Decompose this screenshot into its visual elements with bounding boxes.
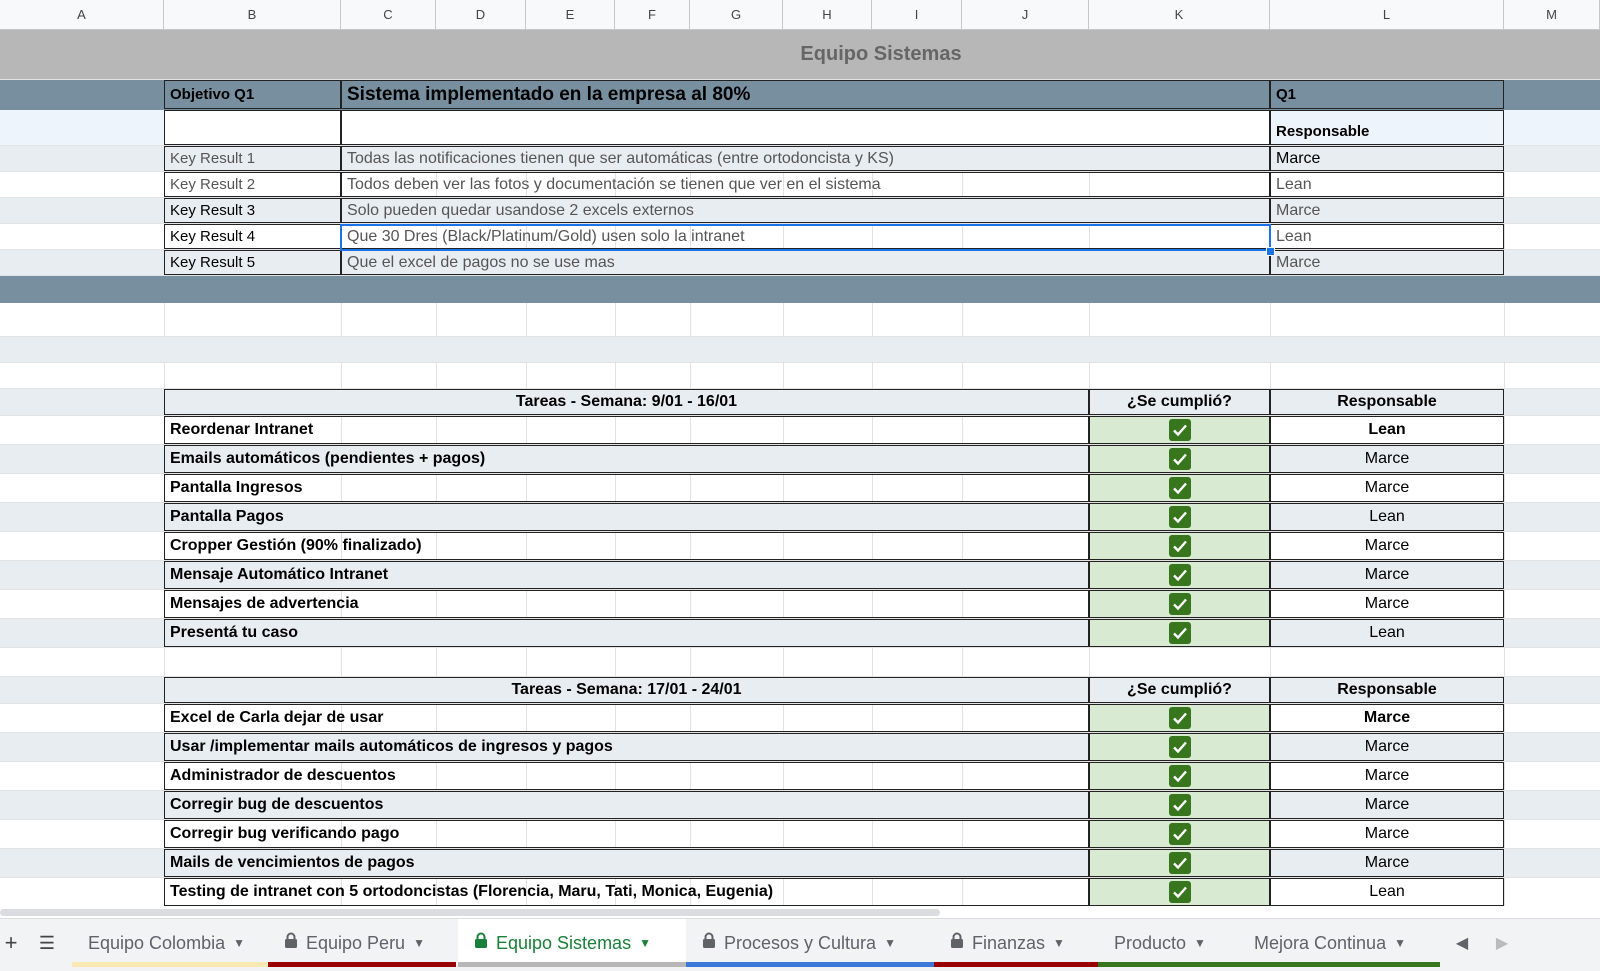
task-row (0, 561, 1600, 590)
checkbox-checked-icon[interactable] (1169, 736, 1191, 758)
sheet-tab-label: Equipo Sistemas (496, 932, 632, 953)
task-owner[interactable]: Marce (1270, 762, 1504, 790)
key-result-label[interactable]: Key Result 5 (164, 250, 341, 275)
key-result-label[interactable]: Key Result 3 (164, 198, 341, 223)
caret-down-icon[interactable]: ▼ (639, 936, 651, 950)
task-owner[interactable]: Marce (1270, 733, 1504, 761)
key-result-text[interactable]: Solo pueden quedar usandose 2 excels externos (341, 198, 1270, 223)
key-result-owner[interactable]: Marce (1270, 198, 1504, 223)
task-name[interactable]: Mails de vencimientos de pagos (164, 849, 1089, 877)
task-row (0, 849, 1600, 878)
sheet-tab-color (686, 962, 934, 967)
caret-down-icon[interactable]: ▼ (884, 936, 896, 950)
column-header-c[interactable]: C (341, 0, 436, 29)
sheet-tab-label: Producto (1114, 932, 1187, 953)
sheet-tab-color (458, 962, 686, 967)
task-row (0, 532, 1600, 561)
column-header-f[interactable]: F (615, 0, 690, 29)
empty-row (0, 337, 1600, 363)
column-header-h[interactable]: H (783, 0, 872, 29)
add-sheet-icon[interactable]: + (4, 930, 18, 955)
task-done-cell[interactable] (1089, 733, 1270, 761)
task-name[interactable]: Mensaje Automático Intranet (164, 561, 1089, 589)
task-done-cell[interactable] (1089, 791, 1270, 819)
sheet-tab-color (268, 962, 456, 967)
task-done-cell[interactable] (1089, 532, 1270, 560)
objective-row (0, 80, 1600, 110)
title-row (0, 30, 1600, 80)
task-name[interactable]: Presentá tu caso (164, 619, 1089, 647)
empty-row (0, 363, 1600, 389)
sheet-tab-label: Finanzas (972, 932, 1046, 953)
task-done-cell[interactable] (1089, 503, 1270, 531)
key-result-text[interactable]: Todas las notificaciones tienen que ser automáticas (entre ortodoncista y KS) (341, 146, 1270, 171)
sheet-tab-equipo-colombia[interactable] (72, 919, 268, 967)
task-header-row (0, 677, 1600, 704)
lock-icon (702, 932, 716, 954)
task-done-cell[interactable] (1089, 561, 1270, 589)
task-week-header[interactable]: Tareas - Semana: 17/01 - 24/01 (164, 677, 1089, 703)
key-result-row (0, 146, 1600, 172)
kr-responsible-header[interactable]: Responsable (1270, 110, 1504, 145)
sheet-tab-label: Equipo Colombia (88, 932, 226, 953)
task-name[interactable]: Corregir bug verificando pago (164, 820, 1089, 848)
caret-down-icon[interactable]: ▼ (413, 936, 425, 950)
task-owner[interactable]: Lean (1270, 503, 1504, 531)
column-header-i[interactable]: I (872, 0, 962, 29)
sheet-tab-procesos-y-cultura[interactable] (686, 919, 934, 967)
lock-icon (950, 932, 964, 954)
sheet-tab-mejora-continua[interactable] (1238, 919, 1440, 967)
sheet-grid[interactable] (0, 30, 1600, 906)
task-row (0, 733, 1600, 762)
task-row (0, 791, 1600, 820)
checkbox-checked-icon[interactable] (1169, 852, 1191, 874)
checkbox-checked-icon[interactable] (1169, 593, 1191, 615)
key-result-text[interactable]: Que el excel de pagos no se use mas (341, 250, 1270, 275)
lock-icon (474, 932, 488, 954)
task-owner[interactable]: Marce (1270, 791, 1504, 819)
task-name[interactable]: Reordenar Intranet (164, 416, 1089, 444)
key-result-label[interactable]: Key Result 1 (164, 146, 341, 171)
task-owner[interactable]: Lean (1270, 878, 1504, 906)
blank-cell[interactable] (164, 110, 341, 145)
task-done-cell[interactable] (1089, 474, 1270, 502)
key-result-text[interactable]: Que 30 Dres (Black/Platinum/Gold) usen solo la intranet (341, 224, 1270, 249)
sheet-tab-bar (0, 918, 1600, 971)
sheet-tab-color (1238, 962, 1440, 967)
sheet-tab-finanzas[interactable] (934, 919, 1098, 967)
checkbox-checked-icon[interactable] (1169, 448, 1191, 470)
task-done-cell[interactable] (1089, 590, 1270, 618)
sheet-tab-label: Mejora Continua (1254, 932, 1387, 953)
key-result-text[interactable]: Todos deben ver las fotos y documentación se tienen que ver en el sistema (341, 172, 1270, 197)
task-name[interactable]: Cropper Gestión (90% finalizado) (164, 532, 1089, 560)
checkbox-checked-icon[interactable] (1169, 419, 1191, 441)
key-result-label[interactable]: Key Result 2 (164, 172, 341, 197)
band-separator (0, 276, 1600, 303)
sheet-tab-label: Procesos y Cultura (724, 932, 877, 953)
horizontal-scrollbar[interactable] (0, 906, 1600, 918)
key-result-row (0, 250, 1600, 276)
caret-down-icon[interactable]: ▼ (233, 936, 245, 950)
sheet-tab-color (72, 962, 268, 967)
task-done-cell[interactable] (1089, 416, 1270, 444)
task-owner[interactable]: Marce (1270, 532, 1504, 560)
checkbox-checked-icon[interactable] (1169, 622, 1191, 644)
checkbox-checked-icon[interactable] (1169, 765, 1191, 787)
task-row (0, 474, 1600, 503)
checkbox-checked-icon[interactable] (1169, 535, 1191, 557)
kr-header-row (0, 110, 1600, 146)
all-sheets-icon[interactable]: ☰ (38, 932, 56, 953)
task-name[interactable]: Corregir bug de descuentos (164, 791, 1089, 819)
task-name[interactable]: Usar /implementar mails automáticos de ingresos y pagos (164, 733, 1089, 761)
task-row (0, 704, 1600, 733)
task-name[interactable]: Administrador de descuentos (164, 762, 1089, 790)
responsible-header[interactable]: Responsable (1270, 389, 1504, 415)
task-done-cell[interactable] (1089, 619, 1270, 647)
scrollbar-thumb[interactable] (0, 909, 940, 916)
task-name[interactable]: Pantalla Ingresos (164, 474, 1089, 502)
task-done-cell[interactable] (1089, 849, 1270, 877)
task-row (0, 878, 1600, 906)
key-result-row (0, 198, 1600, 224)
column-header-l[interactable]: L (1270, 0, 1504, 29)
task-row (0, 619, 1600, 648)
key-result-owner[interactable]: Lean (1270, 172, 1504, 197)
caret-down-icon[interactable]: ▼ (1053, 936, 1065, 950)
task-name[interactable]: Emails automáticos (pendientes + pagos) (164, 445, 1089, 473)
blank-cell[interactable] (341, 110, 1270, 145)
task-name[interactable]: Excel de Carla dejar de usar (164, 704, 1089, 732)
task-row (0, 820, 1600, 849)
task-name[interactable]: Testing de intranet con 5 ortodoncistas (Florencia, Maru, Tati, Monica, Eugenia) (164, 878, 1089, 906)
sheet-tab-equipo-peru[interactable] (268, 919, 456, 967)
sheet-tab-label: Equipo Peru (306, 932, 406, 953)
column-header-k[interactable]: K (1089, 0, 1270, 29)
key-result-label[interactable]: Key Result 4 (164, 224, 341, 249)
key-result-owner[interactable]: Lean (1270, 224, 1504, 249)
task-owner[interactable]: Marce (1270, 474, 1504, 502)
task-owner[interactable]: Marce (1270, 704, 1504, 732)
scroll-tabs-left-icon[interactable]: ◀ (1455, 935, 1469, 952)
sheet-tab-producto[interactable] (1098, 919, 1238, 967)
scroll-tabs-right-icon[interactable]: ▶ (1495, 935, 1509, 952)
task-name[interactable]: Pantalla Pagos (164, 503, 1089, 531)
task-done-cell[interactable] (1089, 820, 1270, 848)
task-week-header[interactable]: Tareas - Semana: 9/01 - 16/01 (164, 389, 1089, 415)
responsible-header[interactable]: Responsable (1270, 677, 1504, 703)
task-row (0, 590, 1600, 619)
column-header-g[interactable]: G (690, 0, 783, 29)
task-owner[interactable]: Lean (1270, 416, 1504, 444)
caret-down-icon[interactable]: ▼ (1194, 936, 1206, 950)
objective-label[interactable]: Objetivo Q1 (164, 80, 341, 109)
lock-icon (284, 932, 298, 954)
objective-text[interactable]: Sistema implementado en la empresa al 80% (341, 80, 1270, 109)
empty-row (0, 303, 1600, 337)
task-header-row (0, 389, 1600, 416)
key-result-owner[interactable]: Marce (1270, 250, 1504, 275)
sheet-tab-equipo-sistemas[interactable] (458, 919, 686, 967)
checkbox-checked-icon[interactable] (1169, 707, 1191, 729)
task-row (0, 503, 1600, 532)
done-header[interactable]: ¿Se cumplió? (1089, 389, 1270, 415)
task-done-cell[interactable] (1089, 704, 1270, 732)
checkbox-checked-icon[interactable] (1169, 506, 1191, 528)
task-row (0, 762, 1600, 791)
fill-handle[interactable] (1266, 247, 1275, 256)
column-header-a[interactable]: A (0, 0, 164, 29)
column-header-e[interactable]: E (526, 0, 615, 29)
task-name[interactable]: Mensajes de advertencia (164, 590, 1089, 618)
checkbox-checked-icon[interactable] (1169, 477, 1191, 499)
column-header-bar (0, 0, 1600, 30)
task-owner[interactable]: Marce (1270, 849, 1504, 877)
task-owner[interactable]: Lean (1270, 619, 1504, 647)
task-row (0, 416, 1600, 445)
column-header-j[interactable]: J (962, 0, 1089, 29)
objective-quarter[interactable]: Q1 (1270, 80, 1504, 109)
task-row (0, 445, 1600, 474)
done-header[interactable]: ¿Se cumplió? (1089, 677, 1270, 703)
caret-down-icon[interactable]: ▼ (1394, 936, 1406, 950)
task-owner[interactable]: Marce (1270, 561, 1504, 589)
column-header-b[interactable]: B (164, 0, 341, 29)
key-result-row (0, 172, 1600, 198)
sheet-tab-color (1098, 962, 1238, 967)
task-done-cell[interactable] (1089, 445, 1270, 473)
task-owner[interactable]: Marce (1270, 820, 1504, 848)
checkbox-checked-icon[interactable] (1169, 881, 1191, 903)
task-done-cell[interactable] (1089, 878, 1270, 906)
checkbox-checked-icon[interactable] (1169, 823, 1191, 845)
checkbox-checked-icon[interactable] (1169, 564, 1191, 586)
sheet-tab-color (934, 962, 1098, 967)
task-done-cell[interactable] (1089, 762, 1270, 790)
column-header-m[interactable]: M (1504, 0, 1600, 29)
key-result-row (0, 224, 1600, 250)
key-result-owner[interactable]: Marce (1270, 146, 1504, 171)
empty-row (0, 648, 1600, 677)
task-owner[interactable]: Marce (1270, 590, 1504, 618)
column-header-d[interactable]: D (436, 0, 526, 29)
checkbox-checked-icon[interactable] (1169, 794, 1191, 816)
task-owner[interactable]: Marce (1270, 445, 1504, 473)
sheet-title: Equipo Sistemas (800, 43, 962, 65)
